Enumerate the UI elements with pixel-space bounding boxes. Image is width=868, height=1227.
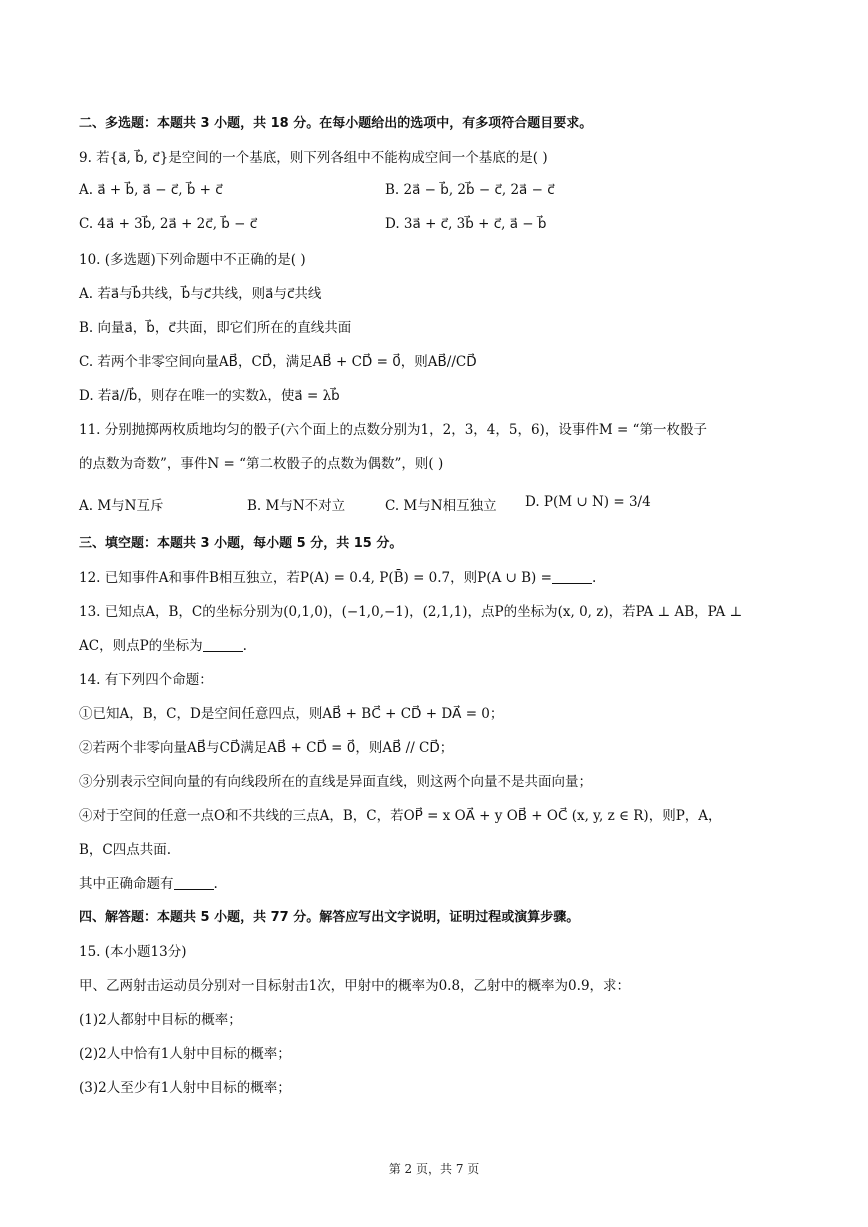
q11-option-a: A. M与N互斥 <box>79 498 164 514</box>
q11-stem-line2: 的点数为奇数”，事件N = “第二枚骰子的点数为偶数”，则( ) <box>79 456 444 472</box>
q12-answer-blank <box>552 569 592 584</box>
q15-part-1: (1)2人都射中目标的概率； <box>79 1012 242 1028</box>
q15-header: 15. (本小题13分) <box>79 944 187 960</box>
q13-line2 <box>79 636 247 656</box>
q13-end: . <box>242 638 247 654</box>
q14-stem: 14. 有下列四个命题： <box>79 672 213 688</box>
q10-option-d: D. 若a⃗//b⃗，则存在唯一的实数λ，使a⃗ = λb⃗ <box>79 388 340 404</box>
q13-line2-text: AC，则点P的坐标为 <box>79 638 203 654</box>
q9-options-row2 <box>79 216 799 236</box>
q13-line1: 13. 已知点A，B，C的坐标分别为(0,1,0)，(−1,0,−1)，(2,1,1)，点P的坐标为(x, 0, z)，若PA ⊥ AB，PA ⊥ <box>79 604 743 620</box>
q12-end: . <box>591 570 597 586</box>
q14-end: . <box>213 876 218 892</box>
q9-option-d: D. 3a⃗ + c⃗, 3b⃗ + c⃗, a⃗ − b⃗ <box>385 216 547 232</box>
q13-answer-blank <box>203 637 243 652</box>
q14-item-1: ①已知A，B，C，D是空间任意四点，则AB⃗ + BC⃗ + CD⃗ + DA⃗ = 0； <box>79 706 504 722</box>
q11-stem-line1: 11. 分别抛掷两枚质地均匀的骰子(六个面上的点数分别为1，2，3，4，5，6)，设事件M = “第一枚骰子 <box>79 422 707 438</box>
q9-stem: 9. 若{a⃗, b⃗, c⃗}是空间的一个基底，则下列各组中不能构成空间一个基底的是( ) <box>79 150 548 166</box>
q9-option-c: C. 4a⃗ + 3b⃗, 2a⃗ + 2c⃗, b⃗ − c⃗ <box>79 216 258 232</box>
q12-text <box>79 568 596 588</box>
q12-stem: 12. 已知事件A和事件B相互独立，若P(A) = 0.4, P(B̄) = 0.7，则P(A ∪ B) = <box>79 570 552 586</box>
page-footer: 第 2 页，共 7 页 <box>388 1162 480 1176</box>
section4-heading: 四、解答题：本题共 5 小题，共 77 分。解答应写出文字说明，证明过程或演算步骤。 <box>79 910 580 925</box>
q11-option-c: C. M与N相互独立 <box>385 498 497 514</box>
q9-option-b: B. 2a⃗ − b⃗, 2b⃗ − c⃗, 2a⃗ − c⃗ <box>385 182 555 198</box>
q15-part-2: (2)2人中恰有1人射中目标的概率； <box>79 1046 291 1062</box>
q15-part-3: (3)2人至少有1人射中目标的概率； <box>79 1080 291 1096</box>
q14-item-2: ②若两个非零向量AB⃗与CD⃗满足AB⃗ + CD⃗ = 0⃗，则AB⃗ // CD⃗； <box>79 740 454 756</box>
q14-answer-blank <box>174 875 214 890</box>
q14-item-3: ③分别表示空间向量的有向线段所在的直线是异面直线，则这两个向量不是共面向量； <box>79 774 592 790</box>
q9-option-a: A. a⃗ + b⃗, a⃗ − c⃗, b⃗ + c⃗ <box>79 182 223 198</box>
q11-option-b: B. M与N不对立 <box>247 498 346 514</box>
q11-options-row <box>79 494 799 514</box>
section3-heading: 三、填空题：本题共 3 小题，每小题 5 分，共 15 分。 <box>79 536 403 551</box>
q14-item-4: ④对于空间的任意一点O和不共线的三点A，B，C，若OP⃗ = x OA⃗ + y OB⃗ + OC⃗ (x, y, z ∈ R)，则P，A， <box>79 808 722 824</box>
q10-option-c: C. 若两个非零空间向量AB⃗，CD⃗，满足AB⃗ + CD⃗ = 0⃗，则AB⃗//CD⃗ <box>79 354 477 370</box>
q14-item-4-line2: B，C四点共面. <box>79 842 172 858</box>
q15-stem: 甲、乙两射击运动员分别对一目标射击1次，甲射中的概率为0.8，乙射中的概率为0.9，求： <box>79 978 631 994</box>
section2-heading: 二、多选题：本题共 3 小题，共 18 分。在每小题给出的选项中，有多项符合题目要求。 <box>79 116 593 131</box>
q11-option-d: D. P(M ∪ N) = 3/4 <box>525 494 651 510</box>
q14-conclusion <box>79 874 218 894</box>
q10-option-a: A. 若a⃗与b⃗共线，b⃗与c⃗共线，则a⃗与c⃗共线 <box>79 286 322 302</box>
q10-stem: 10. (多选题)下列命题中不正确的是( ) <box>79 252 306 268</box>
q9-options-row1 <box>79 182 799 202</box>
q14-conclusion-text: 其中正确命题有 <box>79 876 174 892</box>
q10-option-b: B. 向量a⃗，b⃗，c⃗共面，即它们所在的直线共面 <box>79 320 352 336</box>
